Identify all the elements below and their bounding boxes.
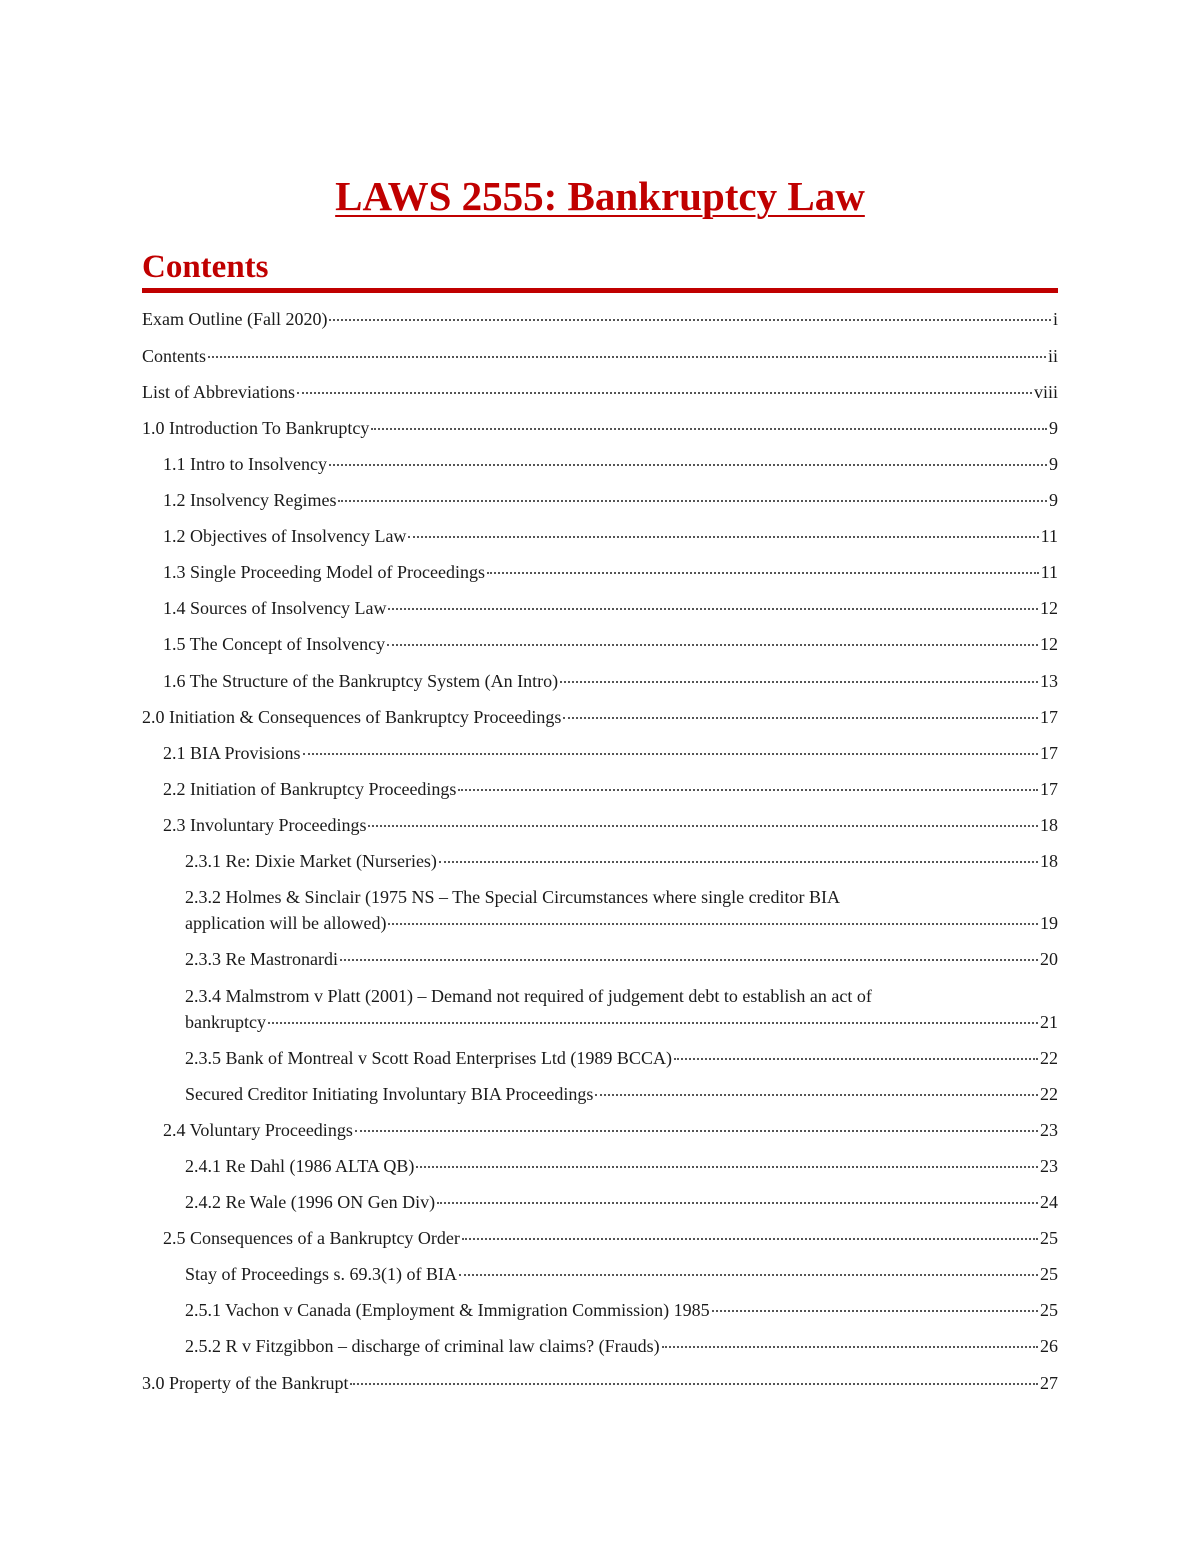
toc-entry-title: 2.5.1 Vachon v Canada (Employment & Immigration Commission) 1985 [185,1300,710,1320]
toc-page-number: 19 [1040,913,1058,933]
toc-entry[interactable] [142,451,1058,477]
toc-leader-dots [388,608,1038,610]
toc-entry[interactable] [142,668,1058,694]
toc-leader-dots [563,717,1038,719]
toc-leader-dots [459,1274,1038,1276]
toc-leader-dots [340,959,1038,961]
toc-entry[interactable] [142,379,1058,405]
contents-heading: Contents [142,249,269,285]
toc-entry-title: 1.0 Introduction To Bankruptcy [142,418,370,438]
toc-leader-dots [712,1310,1038,1312]
toc-entry-title: 2.0 Initiation & Consequences of Bankruptcy Proceedings [142,707,562,727]
toc-leader-dots [595,1094,1038,1096]
toc-entry[interactable] [142,343,1058,369]
toc-entry-title: 1.4 Sources of Insolvency Law [163,598,387,618]
toc-entry[interactable] [142,1045,1058,1071]
toc-entry[interactable] [142,1370,1058,1396]
toc-entry-title: 3.0 Property of the Bankrupt [142,1373,349,1393]
toc-leader-dots [408,536,1038,538]
toc-entry-title: Contents [142,346,207,366]
toc-entry-title: 2.3 Involuntary Proceedings [163,815,367,835]
toc-entry[interactable] [142,415,1058,441]
toc-entry[interactable] [142,306,1058,332]
toc-leader-dots [439,861,1038,863]
toc-entry[interactable] [142,740,1058,766]
toc-entry-title: List of Abbreviations [142,382,295,402]
toc-entry-title: Stay of Proceedings s. 69.3(1) of BIA [185,1264,457,1284]
toc-page-number: 21 [1040,1012,1058,1032]
toc-leader-dots [208,356,1046,358]
toc-page-number: 9 [1049,418,1058,438]
toc-page-number: 9 [1049,454,1058,474]
toc-page-number: 22 [1040,1048,1058,1068]
toc-entry-title: 2.1 BIA Provisions [163,743,301,763]
toc-page-number: 26 [1040,1336,1058,1356]
toc-entry-title: Secured Creditor Initiating Involuntary BIA Proceedings [185,1084,594,1104]
toc-entry[interactable] [142,523,1058,549]
toc-entry-title: 2.3.5 Bank of Montreal v Scott Road Enterprises Ltd (1989 BCCA) [185,1048,672,1068]
toc-entry-title: 1.2 Objectives of Insolvency Law [163,526,407,546]
toc-entry[interactable] [142,1153,1058,1179]
toc-leader-dots [662,1346,1038,1348]
toc-page-number: 13 [1040,671,1058,691]
toc-entry-title: 2.5.2 R v Fitzgibbon – discharge of criminal law claims? (Frauds) [185,1336,660,1356]
toc-entry[interactable] [142,983,1058,1035]
toc-entry-title: 1.1 Intro to Insolvency [163,454,327,474]
toc-leader-dots [387,644,1038,646]
toc-entry[interactable] [142,1225,1058,1251]
toc-leader-dots [416,1166,1038,1168]
toc-entry[interactable] [142,884,1058,936]
toc-entry-title: 2.3.1 Re: Dixie Market (Nurseries) [185,851,437,871]
toc-entry-title: Exam Outline (Fall 2020) [142,309,328,329]
toc-entry[interactable] [142,812,1058,838]
toc-page-number: 18 [1040,815,1058,835]
toc-page-number: 24 [1040,1192,1058,1212]
toc-leader-dots [338,500,1047,502]
toc-entry[interactable] [142,946,1058,972]
toc-entry[interactable] [142,776,1058,802]
toc-page-number: 25 [1040,1228,1058,1248]
toc-leader-dots [388,923,1038,925]
toc-leader-dots [303,753,1038,755]
toc-entry[interactable] [142,1333,1058,1359]
toc-entry[interactable] [142,487,1058,513]
toc-entry-title: 2.4 Voluntary Proceedings [163,1120,353,1140]
toc-entry-title-continued: bankruptcy [185,1012,266,1032]
toc-page-number: 25 [1040,1264,1058,1284]
toc-page-number: 20 [1040,949,1058,969]
toc-leader-dots [297,392,1032,394]
toc-entry-title: 1.3 Single Proceeding Model of Proceedings [163,562,485,582]
toc-entry-title: 2.3.4 Malmstrom v Platt (2001) – Demand not required of judgement debt to establish an act of [185,986,872,1006]
toc-entry-title-continued: application will be allowed) [185,913,387,933]
toc-entry-title: 2.4.2 Re Wale (1996 ON Gen Div) [185,1192,436,1212]
toc-entry[interactable] [142,1189,1058,1215]
toc-page-number: 11 [1040,562,1058,582]
toc-page-number: i [1052,309,1058,329]
toc-page-number: 12 [1040,634,1058,654]
toc-entry[interactable] [142,1117,1058,1143]
toc-entry-title: 2.3.3 Re Mastronardi [185,949,338,969]
toc-page-number: 23 [1040,1156,1058,1176]
toc-entry[interactable] [142,595,1058,621]
toc-page-number: 23 [1040,1120,1058,1140]
toc-page-number: 17 [1040,779,1058,799]
toc-entry[interactable] [142,704,1058,730]
toc-leader-dots [458,789,1038,791]
toc-leader-dots [329,319,1051,321]
toc-page-number: 18 [1040,851,1058,871]
document-title: LAWS 2555: Bankruptcy Law [335,173,865,219]
toc-page-number: 12 [1040,598,1058,618]
toc-leader-dots [350,1383,1038,1385]
toc-leader-dots [329,464,1047,466]
toc-entry-title: 2.2 Initiation of Bankruptcy Proceedings [163,779,457,799]
toc-entry-title: 1.6 The Structure of the Bankruptcy System (An Intro) [163,671,559,691]
toc-entry[interactable] [142,1297,1058,1323]
toc-leader-dots [368,825,1038,827]
toc-page-number: viii [1033,382,1058,402]
heading-rule [142,288,1058,293]
toc-entry[interactable] [142,559,1058,585]
toc-leader-dots [560,681,1038,683]
toc-entry-title: 1.5 The Concept of Insolvency [163,634,386,654]
toc-leader-dots [437,1202,1038,1204]
toc-page-number: 22 [1040,1084,1058,1104]
toc-entry[interactable] [142,1081,1058,1107]
toc-entry[interactable] [142,848,1058,874]
toc-leader-dots [674,1058,1038,1060]
toc-page-number: 17 [1040,707,1058,727]
toc-entry[interactable] [142,631,1058,657]
toc-entry-title: 2.4.1 Re Dahl (1986 ALTA QB) [185,1156,415,1176]
toc-page-number: ii [1047,346,1058,366]
toc-leader-dots [371,428,1047,430]
toc-page-number: 17 [1040,743,1058,763]
toc-entry-title: 2.5 Consequences of a Bankruptcy Order [163,1228,460,1248]
toc-page-number: 9 [1049,490,1058,510]
toc-entry[interactable] [142,1261,1058,1287]
toc-leader-dots [355,1130,1038,1132]
toc-page-number: 27 [1040,1373,1058,1393]
toc-leader-dots [268,1022,1038,1024]
toc-entry-title: 2.3.2 Holmes & Sinclair (1975 NS – The Special Circumstances where single creditor BIA [185,887,841,907]
toc-entry-title: 1.2 Insolvency Regimes [163,490,337,510]
toc-page-number: 11 [1040,526,1058,546]
toc-leader-dots [487,572,1039,574]
toc-page-number: 25 [1040,1300,1058,1320]
toc-leader-dots [462,1238,1038,1240]
